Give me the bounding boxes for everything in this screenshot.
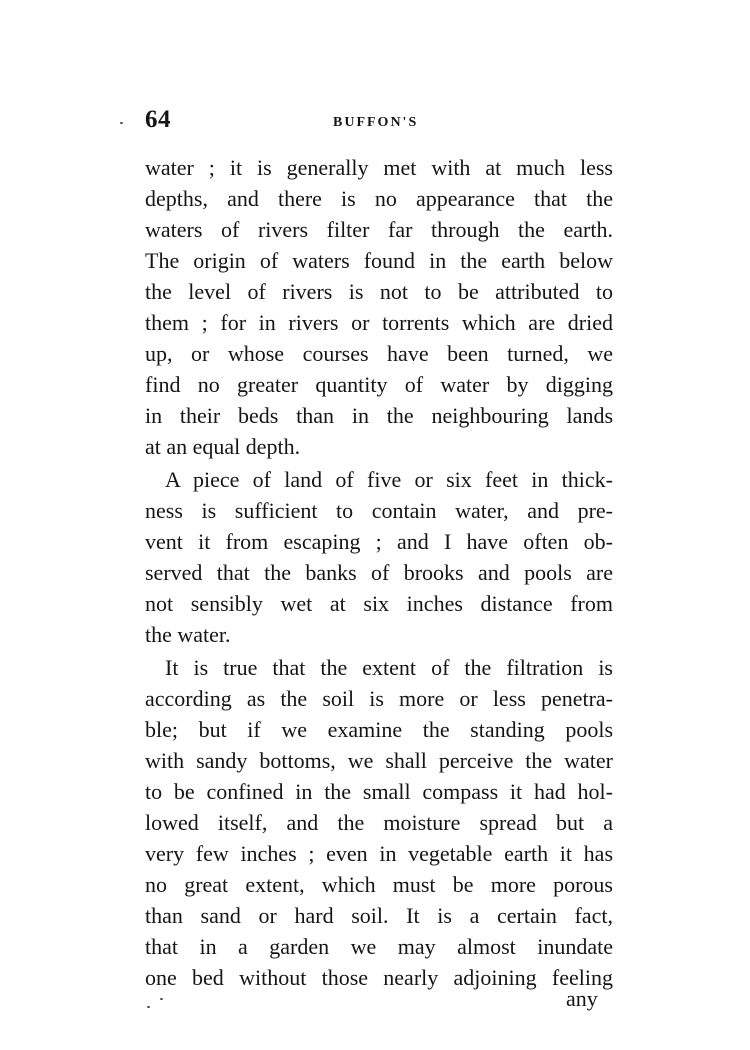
text-line: not sensibly wet at six inches distance from <box>145 591 613 616</box>
text-line: find no greater quantity of water by digging <box>145 372 613 397</box>
text-line: A piece of land of five or six feet in thick- <box>165 467 613 492</box>
text-line: the water. <box>145 622 231 647</box>
print-speck <box>120 122 123 124</box>
text-line: at an equal depth. <box>145 434 301 459</box>
text-line: up, or whose courses have been turned, we <box>145 341 613 366</box>
text-line: them ; for in rivers or torrents which are dried <box>145 310 613 335</box>
text-line: The origin of waters found in the earth below <box>145 248 613 273</box>
text-line: very few inches ; even in vegetable earth it has <box>145 841 613 866</box>
text-line: ness is sufficient to contain water, and pre- <box>145 498 613 523</box>
text-line: to be confined in the small compass it had hol- <box>145 779 613 804</box>
text-line: lowed itself, and the moisture spread but a <box>145 810 613 835</box>
text-line: according as the soil is more or less penetra- <box>145 686 613 711</box>
print-speck <box>160 998 163 1000</box>
catchword: any <box>566 986 598 1011</box>
text-line: no great extent, which must be more porous <box>145 872 613 897</box>
body-text <box>145 152 613 993</box>
running-head: BUFFON'S <box>333 115 419 130</box>
text-line: one bed without those nearly adjoining feeling <box>145 965 613 990</box>
page-header <box>145 103 615 143</box>
text-line: waters of rivers filter far through the earth. <box>145 217 613 242</box>
text-line: served that the banks of brooks and pools are <box>145 560 613 585</box>
text-line: depths, and there is no appearance that the <box>145 186 613 211</box>
text-line: in their beds than in the neighbouring lands <box>145 403 613 428</box>
paragraph-2 <box>145 464 613 650</box>
text-line: the level of rivers is not to be attributed to <box>145 279 613 304</box>
print-speck <box>147 1006 150 1008</box>
text-line: ble; but if we examine the standing pools <box>145 717 613 742</box>
text-line: It is true that the extent of the filtration is <box>165 655 613 680</box>
page-number: 64 <box>145 106 171 133</box>
paragraph-1 <box>145 152 613 462</box>
text-line: than sand or hard soil. It is a certain fact, <box>145 903 613 928</box>
text-line: vent it from escaping ; and I have often ob- <box>145 529 613 554</box>
text-line: water ; it is generally met with at much less <box>145 155 613 180</box>
paragraph-3 <box>145 652 613 993</box>
text-line: that in a garden we may almost inundate <box>145 934 613 959</box>
text-line: with sandy bottoms, we shall perceive the water <box>145 748 613 773</box>
